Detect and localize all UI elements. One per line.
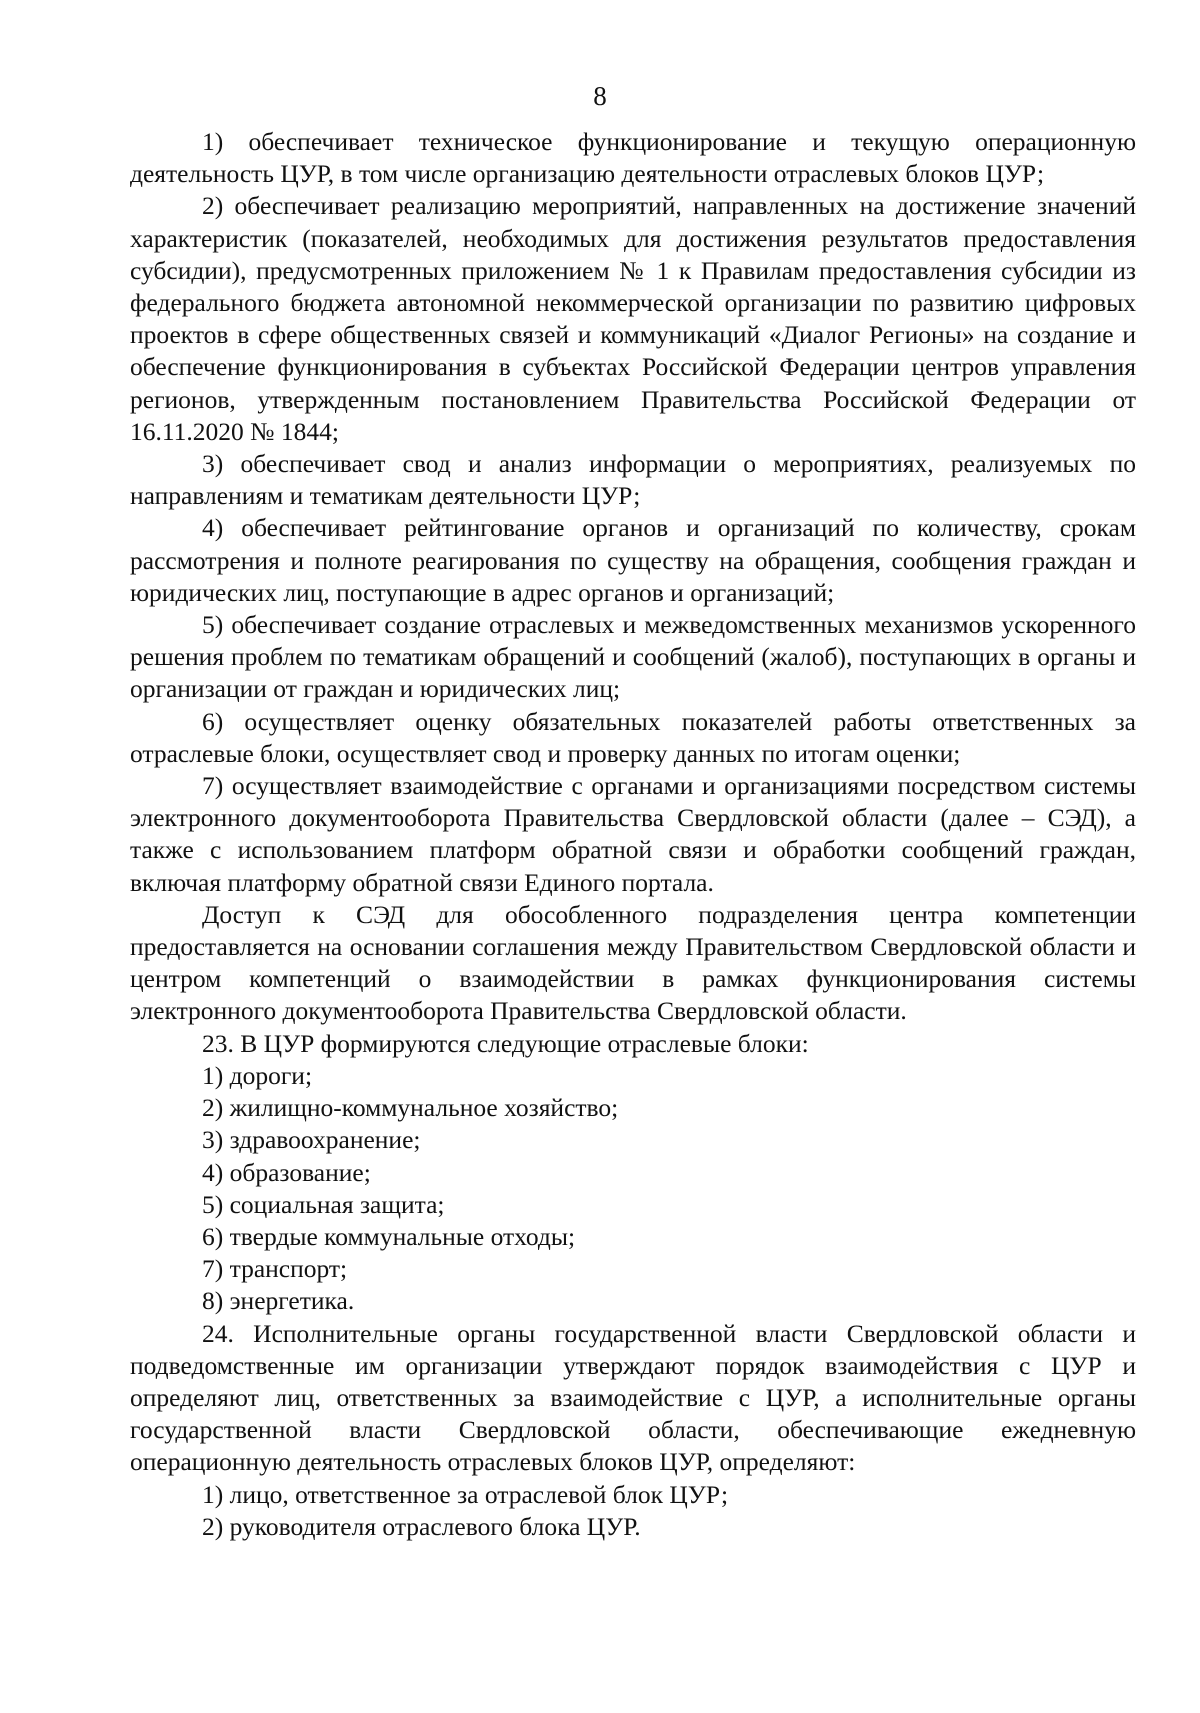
page-number: 8 xyxy=(593,81,607,111)
paragraph-item-1: 1) обеспечивает техническое функционирование и текущую операционную деятельность ЦУР, в том числе организацию деятельности отраслевых блоков ЦУР; xyxy=(130,127,1136,189)
paragraph-sed-access: Доступ к СЭД для обособленного подразделения центра компетенции предоставляется на основании соглашения между Правительством Свердловской области и центром компетенций о взаимодействии в рамках функционирования системы электронного документооборота Правительства Свердловской области. xyxy=(130,899,1136,1026)
section-23-heading: 23. В ЦУР формируются следующие отраслевые блоки: xyxy=(202,1028,809,1058)
paragraph-item-6: 6) осуществляет оценку обязательных показателей работы ответственных за отраслевые блоки, осуществляет свод и проверку данных по итогам оценки; xyxy=(130,706,1136,768)
section-23-item: 6) твердые коммунальные отходы; xyxy=(202,1221,576,1251)
paragraph-item-5: 5) обеспечивает создание отраслевых и межведомственных механизмов ускоренного решения проблем по тематикам обращений и сообщений (жалоб), поступающих в органы и организации от граждан и юридических лиц; xyxy=(130,610,1136,704)
section-23-item: 3) здравоохранение; xyxy=(202,1125,421,1155)
section-23-item: 4) образование; xyxy=(202,1157,371,1187)
section-24-item: 1) лицо, ответственное за отраслевой блок ЦУР; xyxy=(202,1479,729,1509)
paragraph-item-4: 4) обеспечивает рейтингование органов и организаций по количеству, срокам рассмотрения и полноте реагирования по существу на обращения, сообщения граждан и юридических лиц, поступающие в адрес органов и организаций; xyxy=(130,513,1136,607)
section-23-item: 5) социальная защита; xyxy=(202,1189,445,1219)
section-23-item: 2) жилищно-коммунальное хозяйство; xyxy=(202,1093,619,1123)
paragraph-item-3: 3) обеспечивает свод и анализ информации о мероприятиях, реализуемых по направлениям и тематикам деятельности ЦУР; xyxy=(130,449,1136,511)
paragraph-item-2: 2) обеспечивает реализацию мероприятий, направленных на достижение значений характеристик (показателей, необходимых для достижения результатов предоставления субсидии), предусмотренных приложением № 1 к Правилам предоставления субсидии из федерального бюджета автономной некоммерческой организации по развитию цифровых проектов в сфере общественных связей и коммуникаций «Диалог Регионы» на создание и обеспечение функционирования в субъектах Российской Федерации центров управления регионов, утвержденным постановлением Правительства Российской Федерации от 16.11.2020 № 1844; xyxy=(130,191,1136,446)
section-24-text: 24. Исполнительные органы государственной власти Свердловской области и подведомственные им организации утверждают порядок взаимодействия с ЦУР и определяют лиц, ответственных за взаимодействие с ЦУР, а исполнительные органы государственной власти Свердловской области, обеспечивающие ежедневную операционную деятельность отраслевых блоков ЦУР, определяют: xyxy=(130,1318,1136,1477)
section-23-item: 8) энергетика. xyxy=(202,1286,355,1316)
document-body xyxy=(130,126,1136,1543)
section-24-item: 2) руководителя отраслевого блока ЦУР. xyxy=(202,1511,641,1541)
section-23-item: 1) дороги; xyxy=(202,1060,313,1090)
paragraph-item-7: 7) осуществляет взаимодействие с органами и организациями посредством системы электронного документооборота Правительства Свердловской области (далее – СЭД), а также с использованием платформ обратной связи и обработки сообщений граждан, включая платформу обратной связи Единого портала. xyxy=(130,771,1136,897)
section-23-item: 7) транспорт; xyxy=(202,1254,348,1284)
